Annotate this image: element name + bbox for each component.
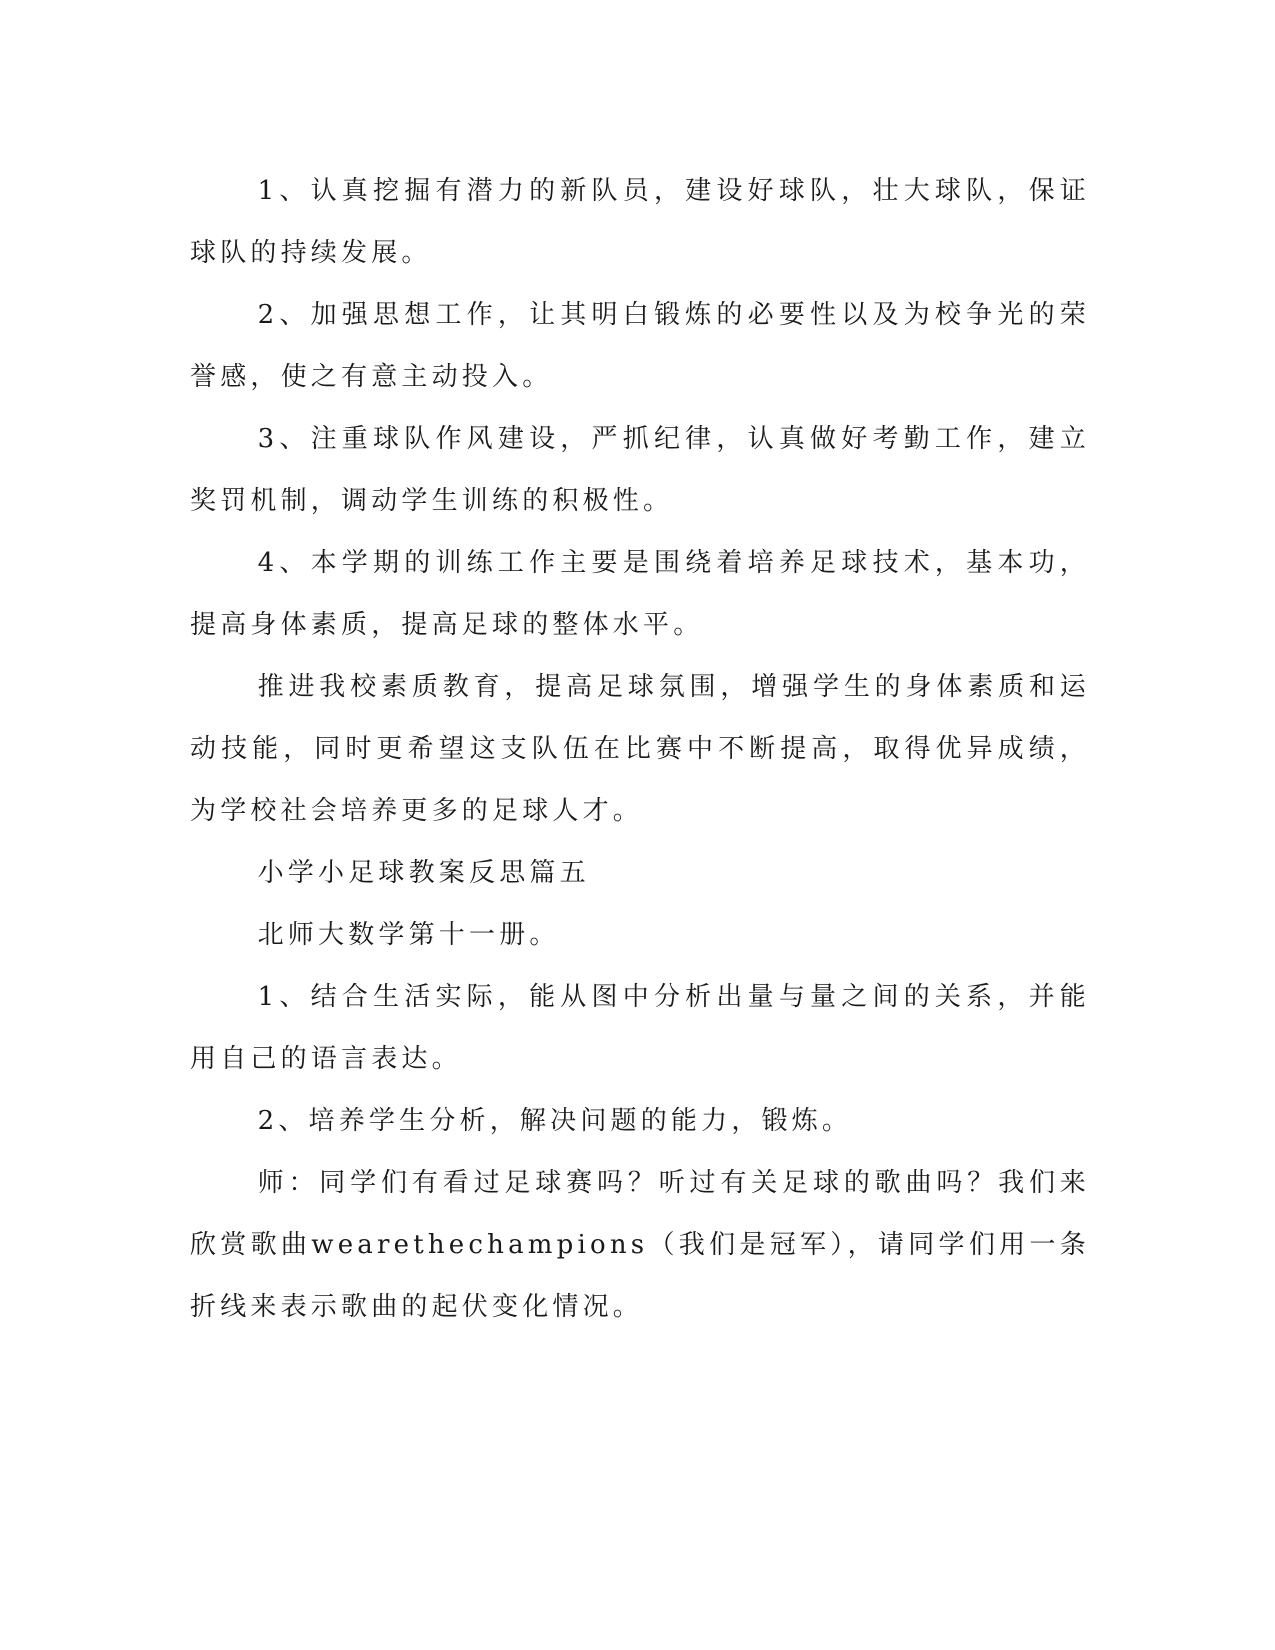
teacher-dialogue: 师：同学们有看过足球赛吗？听过有关足球的歌曲吗？我们来欣赏歌曲wearethechampions（我们是冠军），请同学们用一条折线来表示歌曲的起伏变化情况。 [190,1168,1090,1322]
paragraph-item-2: 2、加强思想工作，让其明白锻炼的必要性以及为校争光的荣誉感，使之有意主动投入。 [190,300,1090,392]
paragraph-item-1: 1、认真挖掘有潜力的新队员，建设好球队，壮大球队，保证球队的持续发展。 [190,176,1090,268]
paragraph-item-3: 3、注重球队作风建设，严抓纪律，认真做好考勤工作，建立奖罚机制，调动学生训练的积极性。 [190,424,1090,516]
textbook-reference: 北师大数学第十一册。 [257,920,560,950]
goal-item-2: 2、培养学生分析，解决问题的能力，锻炼。 [257,1106,853,1136]
paragraph-item-4: 4、本学期的训练工作主要是围绕着培养足球技术，基本功，提高身体素质，提高足球的整体水平。 [190,548,1090,640]
goal-item-1: 1、结合生活实际，能从图中分析出量与量之间的关系，并能用自己的语言表达。 [190,982,1090,1074]
document-body [190,160,1090,1338]
section-title: 小学小足球教案反思篇五 [257,858,590,888]
paragraph-promotion: 推进我校素质教育，提高足球氛围，增强学生的身体素质和运动技能，同时更希望这支队伍在比赛中不断提高，取得优异成绩，为学校社会培养更多的足球人才。 [190,672,1090,826]
